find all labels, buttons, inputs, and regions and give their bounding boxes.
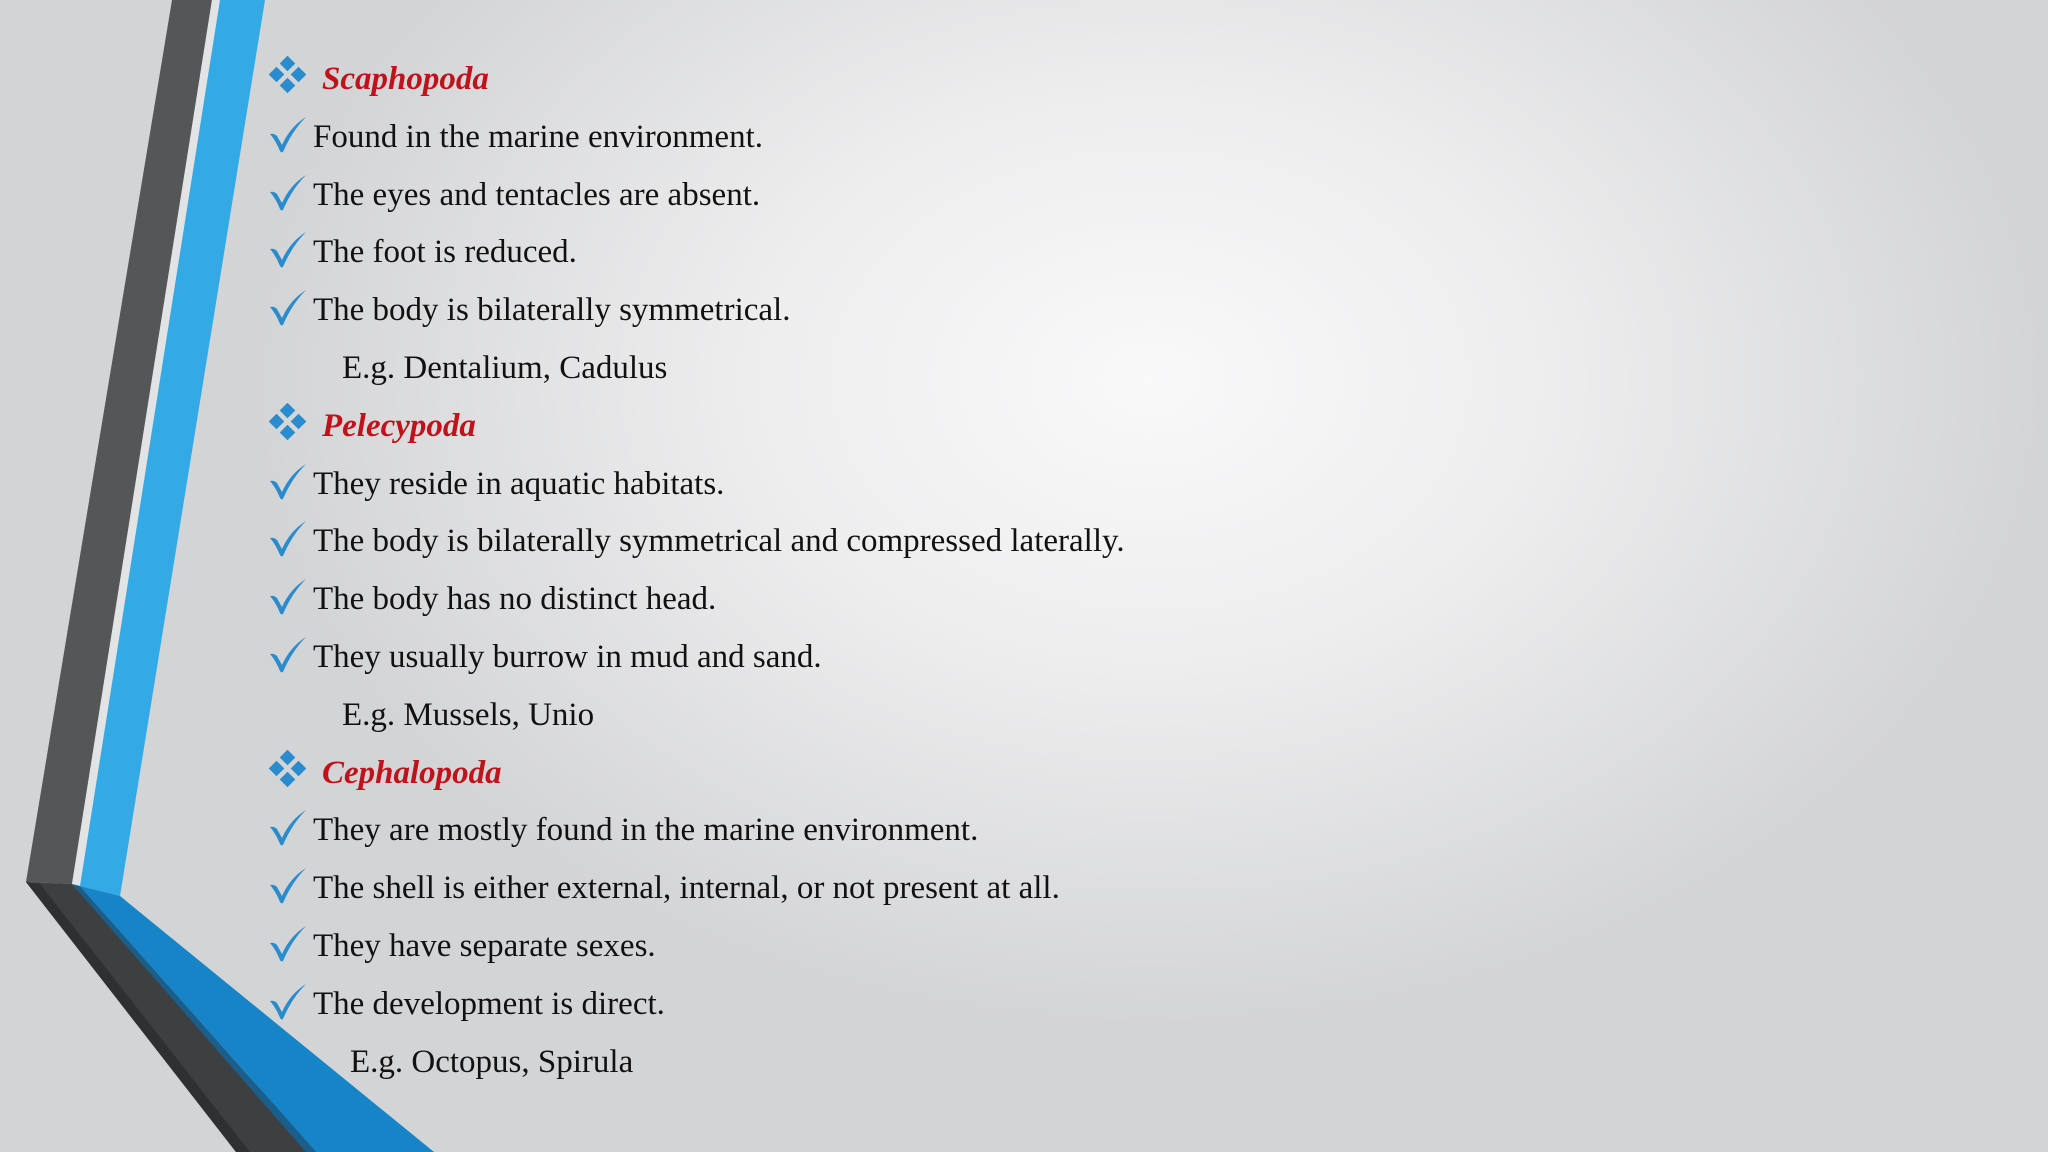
checkmark-icon bbox=[268, 114, 308, 156]
bullet-point bbox=[0, 281, 1400, 339]
checkmark-icon bbox=[268, 287, 308, 329]
four-diamond-icon bbox=[268, 56, 308, 98]
bullet-point-text: The development is direct. bbox=[313, 985, 665, 1022]
example-line-text: E.g. Octopus, Spirula bbox=[350, 1043, 634, 1080]
section-heading-text: Scaphopoda bbox=[322, 61, 489, 97]
bullet-point bbox=[0, 223, 1400, 281]
bullet-point-text: They usually burrow in mud and sand. bbox=[313, 639, 822, 675]
bullet-point bbox=[0, 975, 1400, 1033]
example-line bbox=[0, 1033, 1400, 1091]
bullet-point bbox=[0, 455, 1400, 513]
bullet-point-text: The body is bilaterally symmetrical. bbox=[313, 292, 791, 329]
checkmark-icon bbox=[268, 923, 308, 965]
section-heading bbox=[0, 744, 1400, 802]
section-heading bbox=[0, 397, 1400, 455]
checkmark-icon bbox=[268, 229, 308, 271]
bullet-point-text: The body is bilaterally symmetrical and compressed laterally. bbox=[313, 523, 1125, 560]
bullet-point-text: They have separate sexes. bbox=[313, 928, 656, 964]
section-heading-text: Pelecypoda bbox=[322, 407, 476, 444]
example-line bbox=[0, 686, 1400, 744]
section-heading-text: Cephalopoda bbox=[322, 754, 502, 791]
checkmark-icon bbox=[268, 981, 308, 1023]
four-diamond-icon bbox=[268, 750, 308, 792]
checkmark-icon bbox=[268, 865, 308, 907]
checkmark-icon bbox=[268, 518, 308, 560]
bullet-point-text: The foot is reduced. bbox=[313, 234, 577, 271]
bullet-point-text: They are mostly found in the marine environment. bbox=[313, 812, 979, 849]
four-diamond-icon bbox=[268, 403, 308, 445]
bullet-point bbox=[0, 801, 1400, 859]
bullet-point bbox=[0, 570, 1400, 628]
example-line-text: E.g. Mussels, Unio bbox=[342, 696, 595, 733]
bullet-point bbox=[0, 512, 1400, 570]
bullet-point bbox=[0, 166, 1400, 224]
bullet-point bbox=[0, 628, 1400, 686]
checkmark-icon bbox=[268, 461, 308, 503]
checkmark-icon bbox=[268, 172, 308, 214]
bullet-point bbox=[0, 917, 1400, 975]
bullet-point bbox=[0, 859, 1400, 917]
example-line-text: E.g. Dentalium, Cadulus bbox=[342, 350, 668, 386]
bullet-point-text: The eyes and tentacles are absent. bbox=[313, 176, 761, 213]
bullet-point bbox=[0, 108, 1400, 166]
bullet-point-text: The body has no distinct head. bbox=[313, 581, 717, 618]
bullet-point-text: Found in the marine environment. bbox=[313, 118, 763, 155]
checkmark-icon bbox=[268, 634, 308, 676]
bullet-point-text: They reside in aquatic habitats. bbox=[313, 465, 725, 502]
checkmark-icon bbox=[268, 807, 308, 849]
section-heading bbox=[0, 50, 1400, 108]
bullet-point-text: The shell is either external, internal, or not present at all. bbox=[313, 870, 1060, 907]
example-line bbox=[0, 339, 1400, 397]
checkmark-icon bbox=[268, 576, 308, 618]
